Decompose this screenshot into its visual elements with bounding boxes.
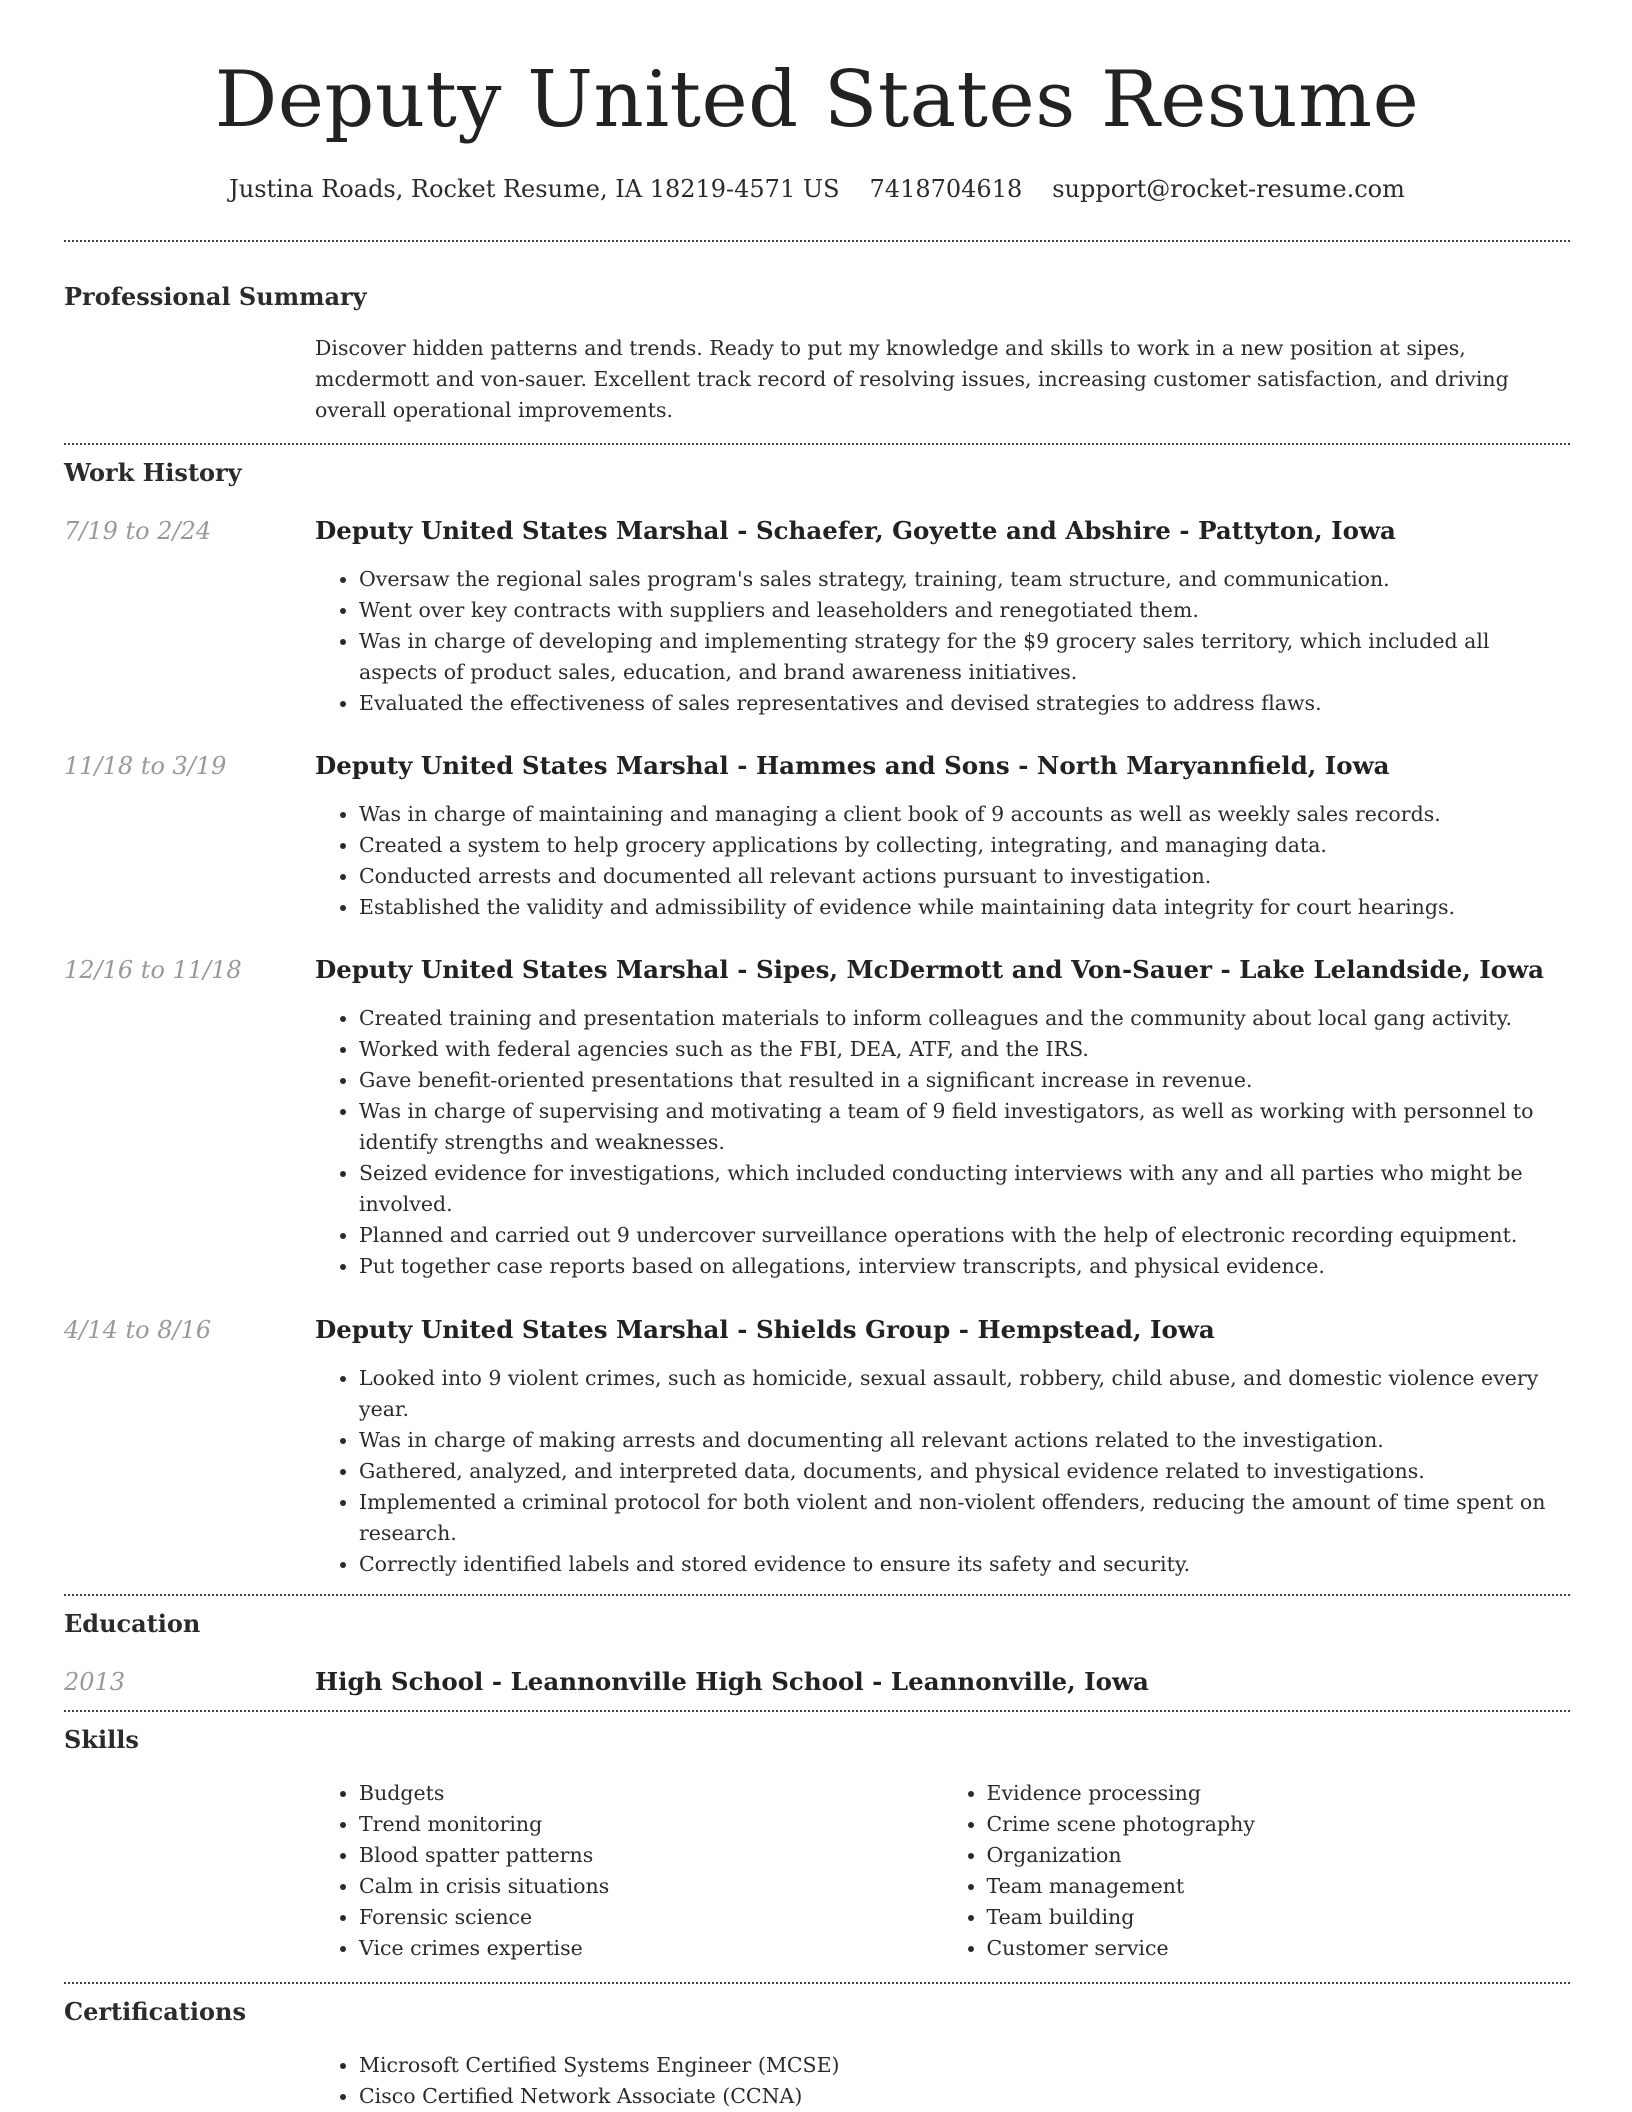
job-bullet: • Evaluated the effectiveness of sales representatives and devised strategies to address flaws. — [359, 688, 1570, 719]
certification-item: • Cisco Certified Network Associate (CCNA) — [359, 2081, 1570, 2112]
job-bullet: • Gave benefit-oriented presentations that resulted in a significant increase in revenue. — [359, 1065, 1570, 1096]
resume-name: Deputy United States Resume — [214, 55, 1420, 145]
skill-item: • Vice crimes expertise — [359, 1933, 943, 1964]
job-bullet: • Implemented a criminal protocol for both violent and non-violent offenders, reducing the amount of time spent on research. — [359, 1487, 1570, 1549]
job-bullets — [315, 564, 1570, 719]
skill-item: • Team management — [987, 1871, 1571, 1902]
job-bullets — [315, 1363, 1570, 1580]
divider — [64, 1982, 1570, 1984]
skill-item: • Crime scene photography — [987, 1809, 1571, 1840]
job-entry — [64, 516, 1570, 719]
divider — [64, 443, 1570, 445]
summary-text: Discover hidden patterns and trends. Ready to put my knowledge and skills to work in a new position at sipes, mcdermott and von-sauer. Excellent track record of resolving issues, increasing customer satisfaction, and driving overall operational improvements. — [315, 336, 1509, 422]
education-title: High School - Leannonville High School - Leannonville, Iowa — [315, 1667, 1149, 1696]
job-bullet: • Oversaw the regional sales program's sales strategy, training, team structure, and communication. — [359, 564, 1570, 595]
divider — [64, 1594, 1570, 1596]
skill-item: • Team building — [987, 1902, 1571, 1933]
job-bullets — [315, 799, 1570, 923]
job-bullet: • Conducted arrests and documented all relevant actions pursuant to investigation. — [359, 861, 1570, 892]
job-content — [315, 1315, 1570, 1580]
job-title: Deputy United States Marshal - Shields Group - Hempstead, Iowa — [315, 1315, 1215, 1344]
contact-address: Justina Roads, Rocket Resume, IA 18219-4571 US — [229, 175, 840, 203]
job-title: Deputy United States Marshal - Schaefer, Goyette and Abshire - Pattyton, Iowa — [315, 516, 1396, 545]
job-bullet: • Was in charge of supervising and motivating a team of 9 field investigators, as well as working with personnel to identify strengths and weaknesses. — [359, 1096, 1570, 1158]
skills-grid — [315, 1778, 1570, 1964]
job-dates: 11/18 to 3/19 — [64, 752, 227, 780]
job-bullet: • Was in charge of making arrests and documenting all relevant actions related to the investigation. — [359, 1425, 1570, 1456]
job-bullet: • Was in charge of developing and implementing strategy for the $9 grocery sales territory, which included all aspects of product sales, education, and brand awareness initiatives. — [359, 626, 1570, 688]
job-bullet: • Planned and carried out 9 undercover surveillance operations with the help of electronic recording equipment. — [359, 1220, 1570, 1251]
education-entry — [64, 1667, 1570, 1697]
certification-item: • Microsoft Certified Systems Engineer (MCSE) — [359, 2050, 1570, 2081]
job-dates: 12/16 to 11/18 — [64, 956, 242, 984]
certifications-content — [315, 2050, 1570, 2112]
job-bullet: • Went over key contracts with suppliers and leaseholders and renegotiated them. — [359, 595, 1570, 626]
divider — [64, 1710, 1570, 1712]
skill-item: • Forensic science — [359, 1902, 943, 1933]
job-bullet: • Established the validity and admissibility of evidence while maintaining data integrity for court hearings. — [359, 892, 1570, 923]
contact-phone: 7418704618 — [869, 175, 1023, 203]
job-entry — [64, 955, 1570, 1282]
divider — [64, 240, 1570, 242]
skill-item: • Customer service — [987, 1933, 1571, 1964]
education-year: 2013 — [64, 1668, 126, 1696]
certifications-row — [64, 2050, 1570, 2112]
job-content — [315, 955, 1570, 1282]
skills-list-right — [943, 1778, 1571, 1964]
skill-item: • Blood spatter patterns — [359, 1840, 943, 1871]
skills-list-left — [315, 1778, 943, 1964]
job-bullet: • Worked with federal agencies such as the FBI, DEA, ATF, and the IRS. — [359, 1034, 1570, 1065]
summary-row — [64, 333, 1570, 426]
job-entry — [64, 751, 1570, 923]
job-entry — [64, 1315, 1570, 1580]
job-title: Deputy United States Marshal - Hammes and Sons - North Maryannfield, Iowa — [315, 751, 1390, 780]
section-title-skills: Skills — [64, 1725, 139, 1754]
job-title: Deputy United States Marshal - Sipes, McDermott and Von-Sauer - Lake Lelandside, Iowa — [315, 955, 1545, 984]
skill-item: • Budgets — [359, 1778, 943, 1809]
skills-row — [64, 1778, 1570, 1964]
skill-item: • Calm in crisis situations — [359, 1871, 943, 1902]
job-bullet: • Created a system to help grocery applications by collecting, integrating, and managing data. — [359, 830, 1570, 861]
skill-item: • Trend monitoring — [359, 1809, 943, 1840]
section-title-education: Education — [64, 1609, 201, 1638]
section-title-summary: Professional Summary — [64, 282, 367, 311]
job-bullet: • Put together case reports based on allegations, interview transcripts, and physical evidence. — [359, 1251, 1570, 1282]
job-bullet: • Seized evidence for investigations, which included conducting interviews with any and all parties who might be involved. — [359, 1158, 1570, 1220]
resume-page — [64, 0, 1570, 2112]
section-title-work-history: Work History — [64, 458, 242, 487]
job-bullet: • Looked into 9 violent crimes, such as homicide, sexual assault, robbery, child abuse, and domestic violence every year. — [359, 1363, 1570, 1425]
job-bullet: • Gathered, analyzed, and interpreted data, documents, and physical evidence related to investigations. — [359, 1456, 1570, 1487]
job-bullet: • Correctly identified labels and stored evidence to ensure its safety and security. — [359, 1549, 1570, 1580]
job-bullet: • Was in charge of maintaining and managing a client book of 9 accounts as well as weekly sales records. — [359, 799, 1570, 830]
skills-content — [315, 1778, 1570, 1964]
certifications-list — [315, 2050, 1570, 2112]
skill-item: • Organization — [987, 1840, 1571, 1871]
summary-content — [315, 333, 1570, 426]
job-bullets — [315, 1003, 1570, 1282]
job-dates: 4/14 to 8/16 — [64, 1316, 212, 1344]
skill-item: • Evidence processing — [987, 1778, 1571, 1809]
education-content — [315, 1667, 1570, 1697]
section-title-certifications: Certifications — [64, 1997, 247, 2026]
job-content — [315, 751, 1570, 923]
contact-line — [64, 174, 1570, 204]
contact-email: support@rocket-resume.com — [1052, 175, 1405, 203]
job-content — [315, 516, 1570, 719]
job-bullet: • Created training and presentation materials to inform colleagues and the community about local gang activity. — [359, 1003, 1570, 1034]
job-dates: 7/19 to 2/24 — [64, 517, 212, 545]
